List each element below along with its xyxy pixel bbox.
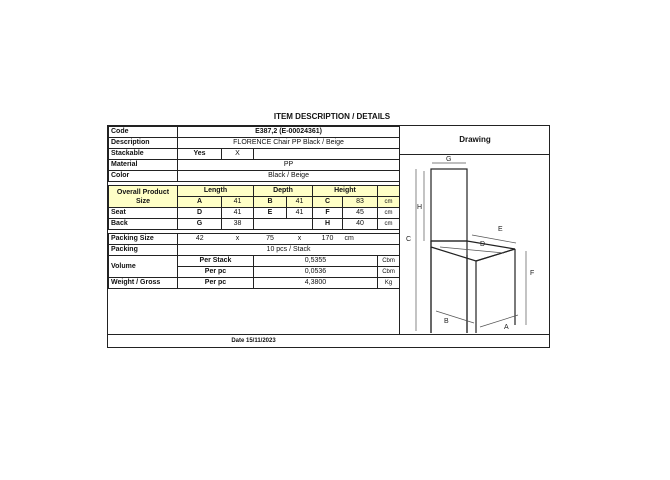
chair-drawing-svg [400, 155, 550, 335]
packing-size-x2: x [287, 234, 313, 245]
seat-unit: cm [378, 208, 400, 219]
color-label: Color [109, 171, 178, 182]
packing-label: Packing [109, 245, 178, 256]
chair-drawing [399, 155, 550, 335]
chair-backrest [431, 169, 467, 241]
packing-size-length: 42 [178, 234, 222, 245]
row-packing [109, 245, 400, 256]
back-h-value: 40 [343, 219, 378, 230]
row-back [109, 219, 400, 230]
packing-size-label: Packing Size [109, 234, 178, 245]
volume-per-pc-unit: Cbm [378, 267, 400, 278]
depth-header: Depth [254, 186, 313, 197]
spec-table [108, 126, 400, 289]
weight-per-pc-label: Per pc [178, 278, 254, 289]
row-code [109, 127, 400, 138]
seat-e: E [254, 208, 287, 219]
overall-c: C [313, 197, 343, 208]
seat-f: F [313, 208, 343, 219]
volume-per-stack-label: Per Stack [178, 256, 254, 267]
label-e: E [498, 226, 503, 233]
description-label: Description [109, 138, 178, 149]
packing-size-empty [378, 234, 400, 245]
weight-value: 4,3800 [254, 278, 378, 289]
length-header: Length [178, 186, 254, 197]
packing-value: 10 pcs / Stack [178, 245, 400, 256]
row-volume-stack [109, 256, 400, 267]
overall-unit: cm [378, 197, 400, 208]
stackable-label: Stackable [109, 149, 178, 160]
chair-rails [467, 249, 515, 333]
back-unit: cm [378, 219, 400, 230]
row-seat [109, 208, 400, 219]
packing-size-unit: cm [343, 234, 378, 245]
overall-c-value: 83 [343, 197, 378, 208]
sheet-title: ITEM DESCRIPTION / DETAILS [273, 112, 391, 121]
label-a: A [504, 324, 509, 331]
label-g: G [446, 156, 452, 163]
spec-sheet [107, 125, 550, 348]
seat-d-value: 41 [222, 208, 254, 219]
back-g-value: 38 [222, 219, 254, 230]
row-material [109, 160, 400, 171]
overall-b-value: 41 [287, 197, 313, 208]
label-b: B [444, 318, 449, 325]
volume-label: Volume [109, 256, 178, 278]
row-color [109, 171, 400, 182]
back-g: G [178, 219, 222, 230]
stackable-yes: Yes [178, 149, 222, 160]
volume-per-pc-label: Per pc [178, 267, 254, 278]
seat-d: D [178, 208, 222, 219]
row-stackable [109, 149, 400, 160]
height-header: Height [313, 186, 378, 197]
seat-label: Seat [109, 208, 178, 219]
date-stamp: Date 15/11/2023 [108, 334, 399, 348]
overall-b: B [254, 197, 287, 208]
dim-line-e [472, 235, 516, 243]
label-h: H [417, 204, 423, 211]
back-empty [254, 219, 313, 230]
color-value: Black / Beige [178, 171, 400, 182]
seat-f-value: 45 [343, 208, 378, 219]
row-packing-size [109, 234, 400, 245]
overall-a: A [178, 197, 222, 208]
dim-line-a [480, 315, 518, 327]
volume-per-stack-unit: Cbm [378, 256, 400, 267]
code-label: Code [109, 127, 178, 138]
code-value: E387,2 (E-00024361) [178, 127, 400, 138]
back-label: Back [109, 219, 178, 230]
dim-line-d [440, 247, 504, 253]
row-weight [109, 278, 400, 289]
stackable-mark: X [222, 149, 254, 160]
overall-unit-head [378, 186, 400, 197]
label-d: D [480, 241, 486, 248]
row-overall-head [109, 186, 400, 197]
stackable-empty [254, 149, 400, 160]
weight-unit: Kg [378, 278, 400, 289]
material-label: Material [109, 160, 178, 171]
overall-label: Overall Product Size [109, 186, 178, 208]
weight-label: Weight / Gross [109, 278, 178, 289]
packing-size-height: 170 [313, 234, 343, 245]
label-f: F [530, 270, 535, 277]
label-c: C [406, 236, 412, 243]
row-description [109, 138, 400, 149]
packing-size-width: 75 [254, 234, 287, 245]
volume-per-stack-value: 0,5355 [254, 256, 378, 267]
drawing-heading: Drawing [399, 126, 550, 155]
overall-a-value: 41 [222, 197, 254, 208]
packing-size-x1: x [222, 234, 254, 245]
date-right-blank [399, 334, 549, 348]
chair-seat [431, 241, 515, 261]
volume-per-pc-value: 0,0536 [254, 267, 378, 278]
chair-outline [431, 169, 515, 333]
description-value: FLORENCE Chair PP Black / Beige [178, 138, 400, 149]
dim-line-b [436, 311, 474, 323]
back-h: H [313, 219, 343, 230]
seat-e-value: 41 [287, 208, 313, 219]
material-value: PP [178, 160, 400, 171]
